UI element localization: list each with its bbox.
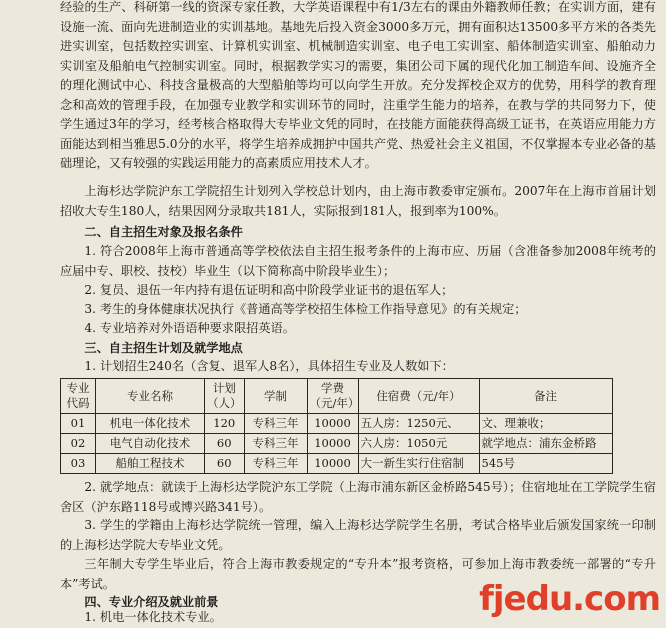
condition-2: 2. 复员、退伍一年内持有退伍证明和高中阶段学业证书的退伍军人； (84, 283, 454, 297)
header-years: 学制 (244, 379, 307, 414)
cell-years: 专科三年 (244, 414, 307, 434)
registration-paragraph: 3. 学生的学籍由上海杉达学院统一管理，编入上海杉达学院学生名册，考试合格毕业后颁发国家统一印制的上海杉达学院大专毕业文凭。 (60, 518, 656, 552)
cell-plan: 60 (205, 434, 245, 454)
header-note: 备注 (479, 379, 612, 414)
upgrade-paragraph: 三年制大专学生毕业后，符合上海市教委规定的“专升本”报考资格，可参加上海市教委统一部署的“专升本”考试。 (60, 557, 656, 591)
cell-fee: 10000 (307, 454, 358, 474)
cell-dorm: 五人房：1250元、 (358, 414, 479, 434)
condition-1: 1. 符合2008年上海市普通高等学校依法自主招生报考条件的上海市应、历届（含准备参加2008年统考的应届中专、职校、技校）毕业生（以下简称高中阶段毕业生）； (60, 244, 656, 278)
plan-intro: 1. 计划招生240名（含复、退军人8名），具体招生专业及人数如下： (84, 359, 454, 373)
condition-3: 3. 考生的身体健康状况执行《普通高等学校招生体检工作指导意见》的有关规定； (84, 302, 527, 316)
cell-fee: 10000 (307, 414, 358, 434)
paragraph-training-base: 经验的生产、科研第一线的资深专家任教，大学英语课程中有1/3左右的课由外籍教师任教；在实训方面，建有设施一流、面向先进制造业的实训基地。基地先后投入资金3000多万元，拥有面积达13500多平方米的各类先进实训室，包括数控实训室、计算机实训室、机械制造实训室、电子电工实训室、船体制造实训室、船舶动力实训室及船舶电气控制实训室。同时，根据教学实习的需要，集团公司下属的现代化加工制造车间、设施齐全的理化测试中心、科技含量极高的大型船舶等均可以向学生开放。充分发挥校企双方的优势，用科学的教育理念和高效的管理手段，在加强专业教学和实训环节的同时，注重学生能力的培养，在教与学的共同努力下，使学生通过3年的学习，经考核合格取得大专毕业文凭的同时，在技能方面能获得高级工证书，在英语应用能力方面能达到相当雅思5.0分的水平，将学生培养成拥护中国共产党、热爱社会主义祖国，不仅掌握本专业必备的基础理论，又有较强的实践运用能力的高素质应用技术人才。 (60, 0, 656, 170)
cell-name: 船舶工程技术 (96, 454, 205, 474)
cell-years: 专科三年 (244, 434, 307, 454)
table-row (61, 414, 613, 434)
major-1: 1. 机电一体化技术专业。 (84, 610, 222, 624)
enrollment-plan-table (60, 378, 613, 474)
cell-code: 02 (61, 434, 96, 454)
header-dorm: 住宿费（元/年） (358, 379, 479, 414)
cell-plan: 60 (205, 454, 245, 474)
cell-name: 电气自动化技术 (96, 434, 205, 454)
table-row (61, 454, 613, 474)
cell-code: 03 (61, 454, 96, 474)
section-heading-plan: 三、自主招生计划及就学地点 (84, 341, 243, 355)
cell-name: 机电一体化技术 (96, 414, 205, 434)
cell-note: 文、理兼收； (479, 414, 612, 434)
cell-note: 就学地点：浦东金桥路 (479, 434, 612, 454)
cell-years: 专科三年 (244, 454, 307, 474)
cell-code: 01 (61, 414, 96, 434)
table-header-row (61, 379, 613, 414)
header-name: 专业名称 (96, 379, 205, 414)
cell-plan: 120 (205, 414, 245, 434)
cell-dorm: 六人房：1050元 (358, 434, 479, 454)
location-paragraph: 2. 就学地点：就读于上海杉达学院沪东工学院（上海市浦东新区金桥路545号）；住宿地址在工学院学生宿舍区（沪东路118号或博兴路341号）。 (60, 480, 656, 514)
cell-fee: 10000 (307, 434, 358, 454)
fjedu-logo: fjedu.com (479, 579, 660, 619)
header-code: 专业代码 (61, 379, 96, 414)
header-plan: 计划（人） (205, 379, 245, 414)
paragraph-enrollment-2007: 上海杉达学院沪东工学院招生计划列入学校总计划内，由上海市教委审定颁布。2007年在上海市首届计划招收大专生180人，结果因网分录取共181人，实际报到181人，报到率为100%。 (60, 184, 656, 218)
section-heading-eligibility: 二、自主招生对象及报名条件 (84, 225, 243, 239)
cell-dorm: 大一新生实行住宿制 (358, 454, 479, 474)
table-row (61, 434, 613, 454)
header-fee: 学费（元/年） (307, 379, 358, 414)
condition-4: 4. 专业培养对外语语种要求限招英语。 (84, 321, 295, 335)
cell-note: 545号 (479, 454, 612, 474)
section-heading-majors: 四、专业介绍及就业前景 (84, 595, 219, 609)
